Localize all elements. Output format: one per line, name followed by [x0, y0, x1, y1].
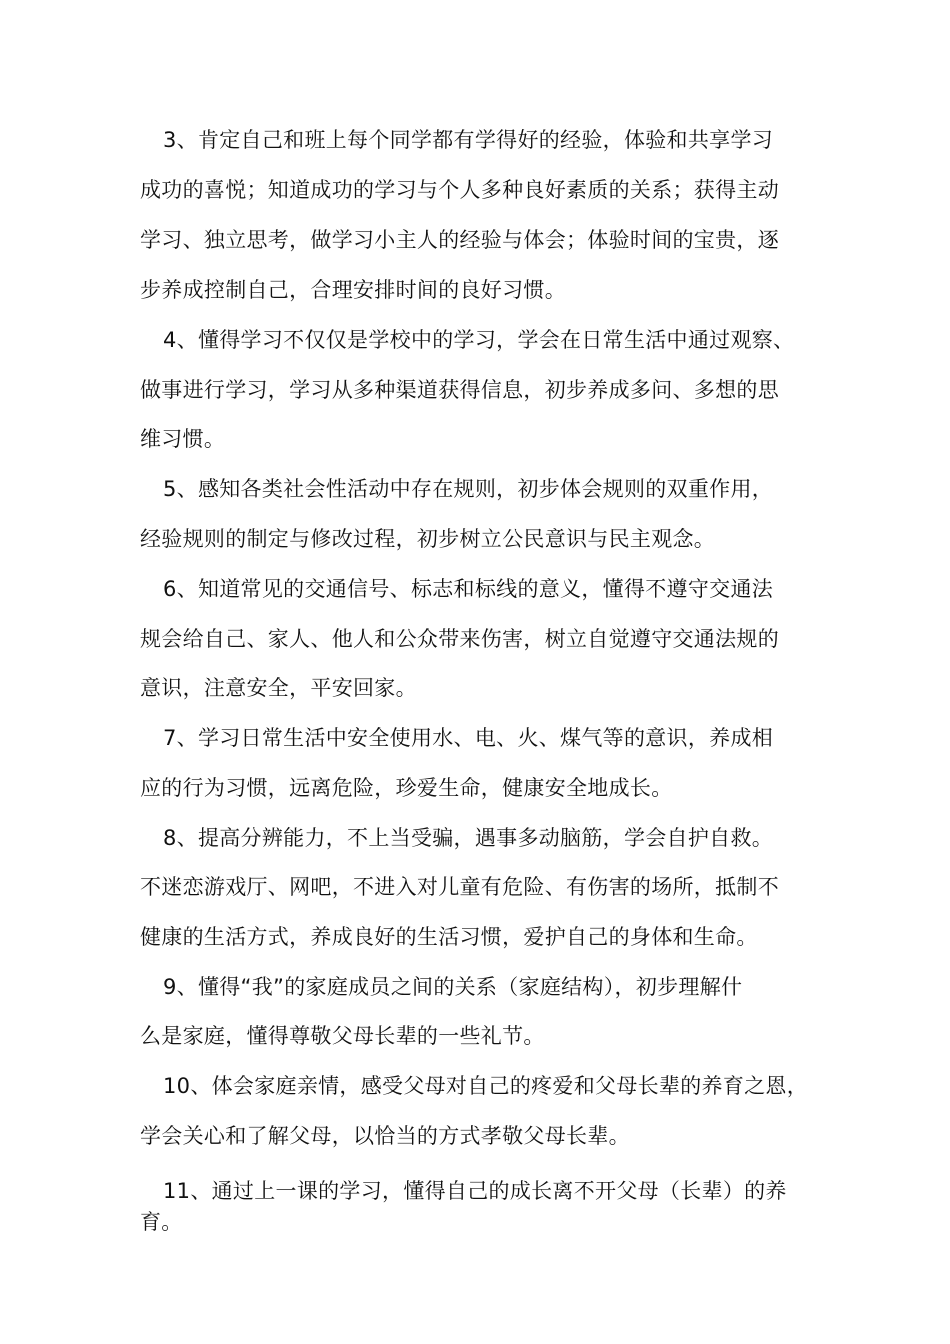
paragraph-11-line-2: 育。	[140, 1210, 183, 1234]
paragraph-6-line-3: 意识，注意安全，平安回家。	[140, 676, 417, 700]
paragraph-4-line-3: 维习惯。	[140, 427, 226, 451]
paragraph-8-line-1: 8、提高分辨能力，不上当受骗，遇事多动脑筋，学会自护自救。	[163, 826, 774, 850]
paragraph-6-line-2: 规会给自己、家人、他人和公众带来伤害，树立自觉遵守交通法规的	[140, 627, 779, 651]
paragraph-3-line-4: 步养成控制自己，合理安排时间的良好习惯。	[140, 278, 566, 302]
paragraph-3-line-1: 3、肯定自己和班上每个同学都有学得好的经验，体验和共享学习	[163, 128, 774, 152]
paragraph-7-line-2: 应的行为习惯，远离危险，珍爱生命，健康安全地成长。	[140, 776, 673, 800]
paragraph-10-line-2: 学会关心和了解父母，以恰当的方式孝敬父母长辈。	[140, 1124, 630, 1148]
paragraph-9-line-1: 9、懂得“我”的家庭成员之间的关系（家庭结构），初步理解什	[163, 975, 743, 999]
paragraph-10-line-1: 10、体会家庭亲情，感受父母对自己的疼爱和父母长辈的养育之恩，	[163, 1074, 809, 1098]
paragraph-4-line-2: 做事进行学习，学习从多种渠道获得信息，初步养成多问、多想的思	[140, 378, 779, 402]
paragraph-11-line-1: 11、通过上一课的学习，懂得自己的成长离不开父母（长辈）的养	[163, 1179, 787, 1203]
paragraph-8-line-3: 健康的生活方式，养成良好的生活习惯，爱护自己的身体和生命。	[140, 925, 758, 949]
paragraph-6-line-1: 6、知道常见的交通信号、标志和标线的意义，懂得不遵守交通法	[163, 577, 774, 601]
paragraph-3-line-2: 成功的喜悦；知道成功的学习与个人多种良好素质的关系；获得主动	[140, 178, 779, 202]
paragraph-5-line-2: 经验规则的制定与修改过程，初步树立公民意识与民主观念。	[140, 527, 716, 551]
paragraph-4-line-1: 4、懂得学习不仅仅是学校中的学习，学会在日常生活中通过观察、	[163, 328, 795, 352]
paragraph-5-line-1: 5、感知各类社会性活动中存在规则，初步体会规则的双重作用，	[163, 477, 774, 501]
paragraph-9-line-2: 么是家庭，懂得尊敬父母长辈的一些礼节。	[140, 1024, 545, 1048]
paragraph-3-line-3: 学习、独立思考，做学习小主人的经验与体会；体验时间的宝贵，逐	[140, 228, 779, 252]
paragraph-7-line-1: 7、学习日常生活中安全使用水、电、火、煤气等的意识，养成相	[163, 726, 774, 750]
paragraph-8-line-2: 不迷恋游戏厅、网吧，不进入对儿童有危险、有伤害的场所，抵制不	[140, 875, 779, 899]
